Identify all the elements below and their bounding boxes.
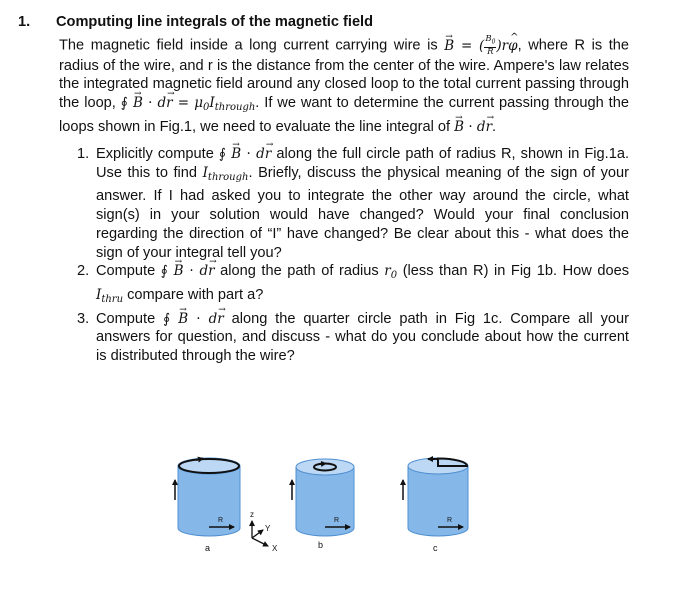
cylinder-c (403, 458, 468, 553)
sub-question-text: . Briefly, discuss the physical meaning of the sign of your answer. If I had asked you to integrate the other way around the circle, what sign(s) in your solution would have changed? Would your final conclusion regarding the direction of “I” have changed? Be clear about this - what does the sign of your integral tell you? (96, 164, 629, 261)
x-axis-label: X (272, 544, 278, 553)
y-axis (252, 530, 263, 538)
cylinder-a (175, 458, 240, 553)
x-axis (252, 538, 268, 546)
ampere-formula: ∮ → $B \cdot d\to r = \mu_0I_{through}$ (121, 95, 256, 111)
sub-question-number: 1. (77, 146, 90, 162)
dot-term: → B · d→ r (454, 119, 492, 135)
line-integral: ∮ → B · d→ r (219, 146, 271, 162)
panel-label-c: c (433, 543, 438, 553)
coordinate-axes (250, 510, 278, 553)
problem-number: 1. (18, 14, 31, 30)
current-symbol: $I_{through}$ (202, 164, 249, 183)
intro-text-2: , where R is the radius of the wire, and r is the distance from the center of the wire. Ampere's law relates the integrated magnetic field around any closed loop to the total current passing through the loop, (59, 37, 630, 112)
cylinder-b (292, 459, 354, 550)
radius-label: R (218, 517, 224, 524)
field-formula: → B = ( $\frac{B_0}{R})r\^{}$ φ (444, 38, 517, 54)
loop-direction-arrow (320, 464, 326, 465)
sub-question-number: 2. (77, 263, 90, 280)
panel-label-b: b (318, 540, 324, 550)
sub-question-text: Compute (96, 310, 156, 327)
sub-question-text: (less than R) in Fig 1b. How does (402, 263, 629, 280)
radius-label: R (447, 517, 453, 524)
sub-question-text: along the path of radius (220, 263, 379, 280)
sub-question-text: Compute (96, 263, 156, 280)
intro-text-4: . (492, 118, 497, 135)
radius-symbol: $r_0$ (384, 263, 398, 282)
radius-label: R (334, 517, 340, 524)
line-integral: ∮ → B · d→ r (161, 263, 215, 279)
panel-label-a: a (205, 543, 211, 553)
z-axis-label: z (250, 510, 254, 519)
sub-question-number: 3. (77, 310, 90, 327)
y-axis-label: Y (265, 524, 271, 533)
sub-question-text: along the quarter circle path in Fig 1c. Compare all your answers for question, and discuss - what do you conclude about how the current is distributed through the wire? (96, 310, 629, 365)
intro-text-3: . If we want to determine the current passing through the loops shown in Fig.1, we need to evaluate the line integral of (59, 95, 629, 135)
line-integral: ∮ → B · d→ r (163, 311, 224, 327)
intro-text-1: The magnetic field inside a long current carrying wire is (59, 37, 438, 54)
sub-question-text: Explicitly compute (96, 146, 214, 162)
sub-question-text: compare with part a? (127, 286, 264, 303)
current-symbol: $I_{thru}$ (96, 286, 124, 305)
problem-title: Computing line integrals of the magnetic field (56, 14, 374, 30)
sub-question-text: along the full circle path of radius R, shown in Fig.1a. Use this to find (96, 146, 630, 181)
